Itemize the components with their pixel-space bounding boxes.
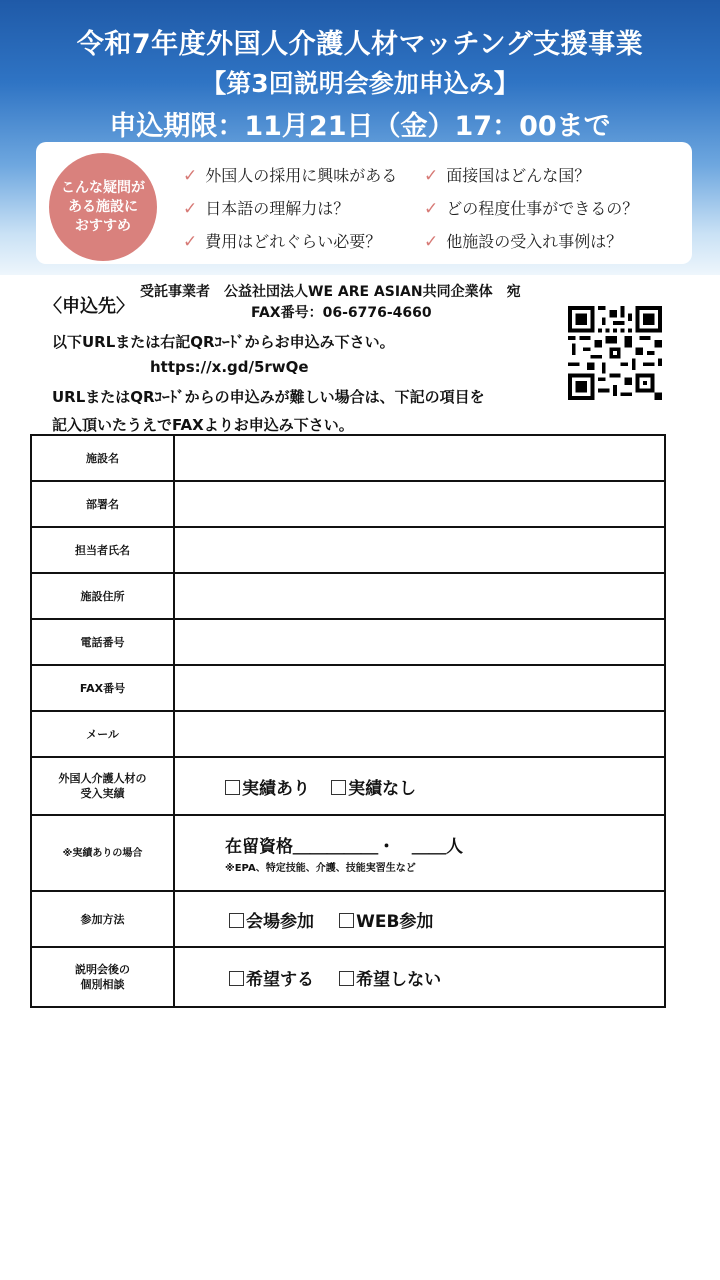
title-line-1: 令和7年度外国人介護人材マッチング支援事業: [76, 29, 644, 60]
checkbox-icon[interactable]: [339, 971, 354, 986]
consult-no-option[interactable]: 希望しない: [339, 965, 441, 990]
question-item: ✓ 外国人の採用に興味がある: [183, 166, 398, 186]
record-no-option[interactable]: 実績なし: [331, 774, 416, 799]
question-item: ✓ 日本語の理解力は？: [183, 199, 350, 219]
title-line-2: 【第3回説明会参加申込み】: [201, 69, 519, 98]
consult-options: [174, 947, 665, 1007]
checkbox-icon[interactable]: [331, 780, 346, 795]
check-icon: ✓: [424, 199, 439, 219]
facility-name-field[interactable]: [174, 435, 665, 481]
application-url[interactable]: https://x.gd/5rwQe: [150, 358, 309, 376]
contact-name-field[interactable]: [174, 527, 665, 573]
instruction-line-1: 以下URLまたは右記QRｺｰﾄﾞからお申込み下さい。: [52, 333, 395, 351]
qr-code[interactable]: [568, 306, 662, 400]
recommend-badge: [49, 153, 157, 261]
question-item: ✓ どの程度仕事ができるの？: [424, 199, 639, 219]
email-field[interactable]: [174, 711, 665, 757]
check-icon: ✓: [183, 166, 198, 186]
badge-line-3: おすすめ: [74, 217, 132, 234]
status-note: ※EPA、特定技能、介護、技能実習生など: [225, 863, 416, 874]
field-label-contact: 担当者氏名: [31, 527, 174, 573]
field-label-department: 部署名: [31, 481, 174, 527]
deadline-line: 申込期限：11月21日（金）17：00まで: [109, 111, 611, 142]
question-item: ✓ 他施設の受入れ事例は？: [424, 232, 623, 252]
destination-label: 〈申込先〉: [44, 296, 134, 317]
phone-field[interactable]: [174, 619, 665, 665]
field-label-method: 参加方法: [31, 891, 174, 947]
field-label-consult: 説明会後の 個別相談: [31, 947, 174, 1007]
instruction-line-2: URLまたはQRｺｰﾄﾞからの申込みが難しい場合は、下記の項目を: [52, 388, 485, 406]
question-item: ✓ 面接国はどんな国？: [424, 166, 591, 186]
badge-line-1: こんな疑問が: [61, 179, 145, 196]
fax-field[interactable]: [174, 665, 665, 711]
question-item: ✓ 費用はどれぐらい必要？: [183, 232, 382, 252]
field-label-address: 施設住所: [31, 573, 174, 619]
status-text: 在留資格＿＿＿＿＿・ ＿＿人: [225, 837, 463, 857]
method-options: [174, 891, 665, 947]
field-label-phone: 電話番号: [31, 619, 174, 665]
field-label-facility: 施設名: [31, 435, 174, 481]
checkbox-icon[interactable]: [339, 913, 354, 928]
check-icon: ✓: [424, 166, 439, 186]
check-icon: ✓: [183, 232, 198, 252]
field-label-status: ※実績ありの場合: [31, 815, 174, 891]
badge-line-2: ある施設に: [68, 198, 138, 215]
consult-yes-option[interactable]: 希望する: [229, 965, 314, 990]
record-options: [174, 757, 665, 815]
consignor-text: 受託事業者 公益社団法人WE ARE ASIAN共同企業体 宛: [140, 284, 521, 300]
application-form: [30, 434, 666, 1008]
fax-number: FAX番号：06-6776-4660: [251, 305, 432, 321]
instruction-line-3: 記入頂いたうえでFAXよりお申込み下さい。: [52, 416, 354, 434]
address-field[interactable]: [174, 573, 665, 619]
check-icon: ✓: [424, 232, 439, 252]
field-label-record: 外国人介護人材の 受入実績: [31, 757, 174, 815]
web-option[interactable]: WEB参加: [339, 907, 433, 932]
checkbox-icon[interactable]: [229, 913, 244, 928]
venue-option[interactable]: 会場参加: [229, 907, 314, 932]
department-field[interactable]: [174, 481, 665, 527]
check-icon: ✓: [183, 199, 198, 219]
record-yes-option[interactable]: 実績あり: [225, 774, 310, 799]
checkbox-icon[interactable]: [225, 780, 240, 795]
checkbox-icon[interactable]: [229, 971, 244, 986]
field-label-fax: FAX番号: [31, 665, 174, 711]
status-field[interactable]: [174, 815, 665, 891]
field-label-email: メール: [31, 711, 174, 757]
